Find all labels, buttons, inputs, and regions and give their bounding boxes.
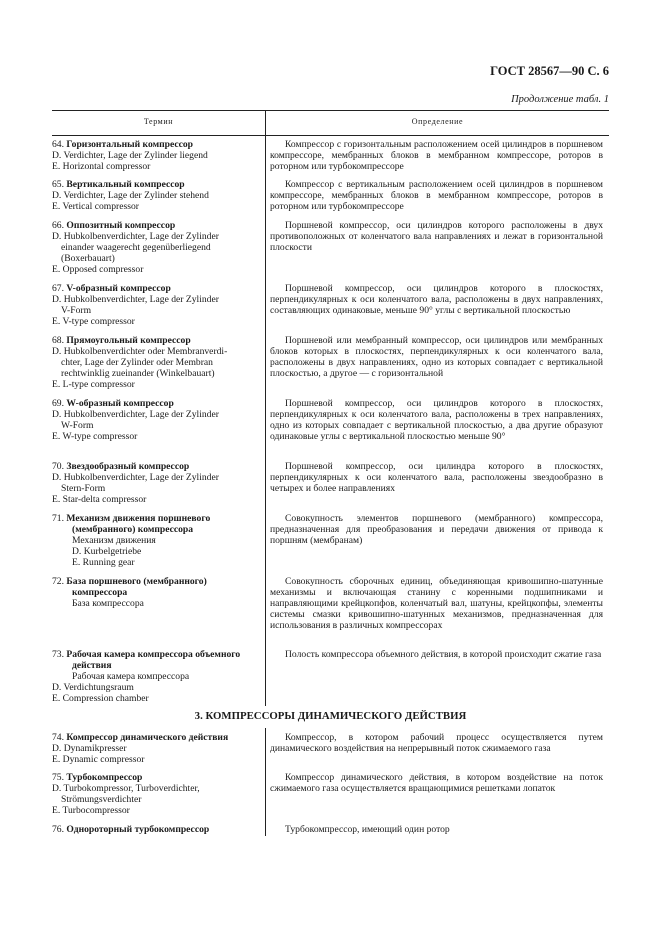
column-header-term: Термин	[143, 117, 174, 126]
term-65: 65. Вертикальный компрессор D. Verdichter, Lage der Zylinder stehend E. Vertical compressor	[52, 179, 209, 212]
definition-67: Поршневой компрессор, оси цилиндров которого в плоскостях, перпендикулярных к оси коленчатого вала, расположены в двух направлениях, составляющих одинаковые, меньше 90° углы с вертикальной плоскостью	[270, 283, 603, 316]
definition-74: Компрессор, в котором рабочий процесс осуществляется путем динамического воздействия на непрерывный поток сжимаемого газа	[270, 732, 603, 754]
column-divider	[265, 110, 266, 706]
term-68: 68. Прямоугольный компрессор D. Hubkolbenverdichter oder Membranverdi- chter, Lage der Zylinder oder Membran rechtwinklig zueinander (Winkelbauart) E. L-type compressor	[52, 335, 228, 390]
table-continuation-label: Продолжение табл. 1	[511, 94, 609, 105]
definition-66: Поршневой компрессор, оси цилиндров которого расположены в двух противоположных от коленчатого вала направлениях и лежат в горизонтальной плоскости	[270, 220, 603, 253]
definition-73: Полость компрессора объемного действия, в которой происходит сжатие газа	[285, 649, 602, 660]
term-69: 69. W-образный компрессор D. Hubkolbenverdichter, Lage der Zylinder W-Form E. W-type compressor	[52, 398, 219, 442]
page-header: ГОСТ 28567—90 С. 6	[490, 64, 609, 78]
definition-76: Турбокомпрессор, имеющий один ротор	[285, 824, 450, 835]
term-75: 75. Турбокомпрессор D. Turbokompressor, Turboverdichter, Strömungsverdichter E. Turbocompressor	[52, 772, 200, 816]
term-67: 67. V-образный компрессор D. Hubkolbenverdichter, Lage der Zylinder V-Form E. V-type compressor	[52, 283, 219, 327]
table-header-rule	[52, 135, 609, 136]
section-title: 3. КОМПРЕССОРЫ ДИНАМИЧЕСКОГО ДЕЙСТВИЯ	[194, 710, 467, 722]
column-divider-section3	[265, 728, 266, 836]
definition-72: Совокупность сборочных единиц, объединяющая кривошипно-шатунные механизмы и включающая станину с коренными подшипниками и направляющими крейцкопфов, коленчатый вал, шатуны, крейцкопфы, элементы системы смазки кривошипно-шатунных механизмов, предназначенная для использования в различных компрессорах	[270, 576, 603, 631]
definition-70: Поршневой компрессор, оси цилиндра которого в плоскостях, перпендикулярных к оси коленчатого вала, расположены звездообразно в четырех и более направлениях	[270, 461, 603, 494]
definition-71: Совокупность элементов поршневого (мембранного) компрессора, предназначенная для преобразования и передачи движения от привода к поршням (мембранам)	[270, 513, 603, 546]
definition-75: Компрессор динамического действия, в котором воздействие на поток сжимаемого газа осуществляется вращающимися решетками лопаток	[270, 772, 603, 794]
term-66: 66. Оппозитный компрессор D. Hubkolbenverdichter, Lage der Zylinder einander waagerecht gegenüberliegend (Boxerbauart) E. Opposed compressor	[52, 220, 219, 275]
term-64: 64. Горизонтальный компрессор D. Verdichter, Lage der Zylinder liegend E. Horizontal compressor	[52, 139, 208, 172]
column-header-definition: Определение	[411, 117, 464, 126]
term-74: 74. Компрессор динамического действия D. Dynamikpresser E. Dynamic compressor	[52, 732, 229, 765]
term-73: 73. Рабочая камера компрессора объемного действия Рабочая камера компрессора D. Verdichtungsraum E. Compression chamber	[52, 649, 241, 704]
term-72: 72. База поршневого (мембранного) компрессора База компрессора	[52, 576, 207, 609]
definition-65: Компрессор с вертикальным расположением осей цилиндров в поршневом компрессоре, мембранных блоков в мембранном компрессоре, роторов в роторном или турбокомпрессоре	[270, 179, 603, 212]
term-76: 76. Однороторный турбокомпрессор	[52, 824, 210, 835]
definition-64: Компрессор с горизонтальным расположением осей цилиндров в поршневом компрессоре, мембранных блоков в мембранном компрессоре, роторов в роторном или турбокомпрессоре	[270, 139, 603, 172]
term-71: 71. Механизм движения поршневого (мембранного) компрессора Механизм движения D. Kurbelgetriebe E. Running gear	[52, 513, 211, 568]
definition-68: Поршневой или мембранный компрессор, оси цилиндров или мембранных блоков которых в плоскостях, перпендикулярных к оси коленчатого вала, расположены в двух направлениях, одно из которых совпадает с вертикальной плоскостью, а другое — с горизонтальной	[270, 335, 603, 379]
definition-69: Поршневой компрессор, оси цилиндров которого в плоскостях, перпендикулярных к оси коленчатого вала, расположены в трех направлениях, одно из которых совпадает с вертикальной плоскостью, а два другие образуют одинаковые углы с вертикальной плоскостью меньше 90°	[270, 398, 603, 442]
table-top-rule	[52, 110, 609, 111]
term-70: 70. Звездообразный компрессор D. Hubkolbenverdichter, Lage der Zylinder Stern-Form E. Star-delta compressor	[52, 461, 219, 505]
